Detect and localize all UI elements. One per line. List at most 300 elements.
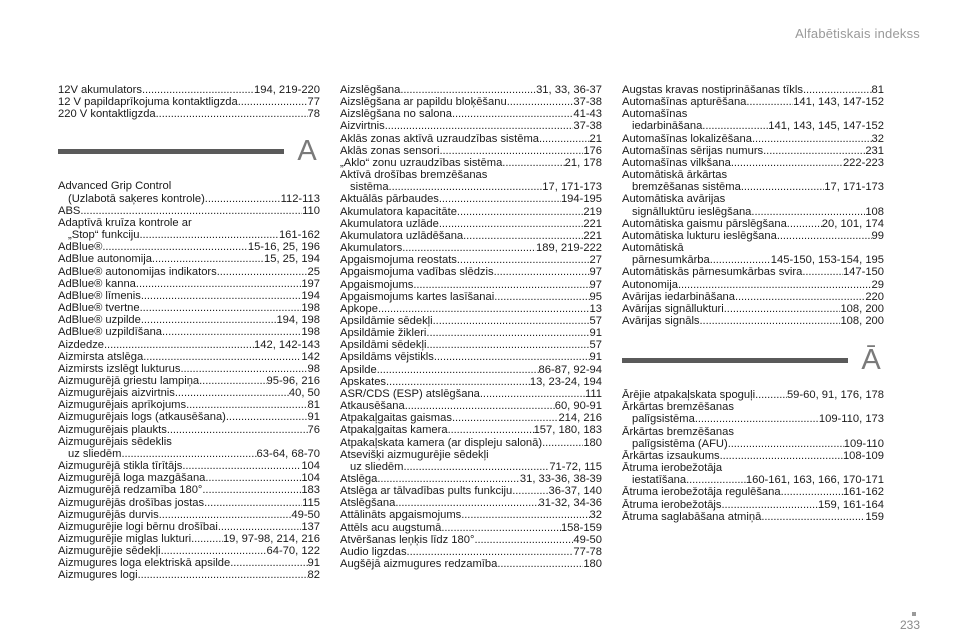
index-term: Atslēga ar tālvadības pults funkciju: [340, 485, 513, 498]
index-term: palīgsistēma (AFU): [632, 437, 728, 450]
dot-leader: [182, 460, 301, 472]
index-page-ref: 161-162: [278, 229, 320, 242]
index-term: Ārējie atpakaļskata spoguļi: [622, 389, 756, 402]
dot-leader: [474, 534, 573, 546]
index-term: AdBlue® līmenis: [58, 289, 141, 302]
index-term: Ātruma ierobežotāja regulēšana: [622, 486, 781, 499]
dot-leader: [385, 120, 574, 132]
index-term: iedarbināšana: [632, 120, 703, 133]
index-entry: [58, 448, 320, 460]
index-term: Automātiskā: [622, 242, 684, 255]
index-entry: [622, 206, 884, 218]
index-term: (Uzlabotā saķeres kontrole): [68, 192, 205, 205]
dot-leader: [395, 497, 538, 509]
index-term: AdBlue® uzpilde: [58, 314, 141, 327]
index-page-ref: 180: [583, 436, 602, 449]
dot-leader: [539, 133, 590, 145]
index-term: Atsevišķi aizmugurējie sēdekļi: [340, 448, 489, 461]
index-page-ref: 176: [583, 144, 602, 157]
index-term: Atslēgšana: [340, 497, 396, 510]
index-page-ref: 29: [871, 278, 884, 291]
index-term: Apgaismojuma reostats: [340, 254, 457, 267]
index-page-ref: 104: [301, 460, 320, 473]
dot-leader: [167, 424, 308, 436]
dot-leader: [204, 497, 302, 509]
index-page-ref: 40, 50: [288, 387, 320, 400]
index-entry: [58, 557, 320, 569]
dot-leader: [751, 206, 865, 218]
index-page-ref: 82: [307, 569, 320, 582]
index-term: Aizmugures loga elektriskā apsilde: [58, 557, 231, 570]
dot-leader: [433, 315, 590, 327]
index-page-ref: 160-161, 163, 166, 170-171: [745, 474, 884, 487]
dot-leader: [180, 363, 307, 375]
index-term: Aizmugures logi: [58, 569, 138, 582]
index-page-ref: 194: [301, 289, 320, 302]
index-term: Aktuālās pārbaudes: [340, 193, 439, 206]
index-entry: [58, 375, 320, 387]
section-header-a-long: [622, 345, 884, 375]
index-page-ref: 145-150, 153-154, 195: [770, 254, 884, 267]
index-page-ref: 194-195: [560, 193, 602, 206]
index-term: Akumulatora uzlādēšana: [340, 229, 464, 242]
index-page-ref: 19, 97-98, 214, 216: [222, 533, 320, 545]
index-page-ref: 78: [307, 108, 320, 121]
index-entry: [58, 84, 320, 96]
index-term: Automašīnas: [622, 108, 688, 121]
index-entry: [622, 426, 884, 438]
index-entry: [622, 401, 884, 413]
index-page-ref: 97: [589, 266, 602, 279]
index-entry: [340, 145, 602, 157]
index-entry: [58, 205, 320, 217]
index-term: Ārkārtas izsaukums: [622, 449, 720, 462]
dot-leader: [191, 533, 223, 545]
dot-leader: [802, 266, 843, 278]
section-divider-bar: [622, 358, 848, 363]
index-page-ref: 32: [589, 509, 602, 522]
dot-leader: [763, 145, 865, 157]
index-entry: [58, 351, 320, 363]
index-term: 12 V papildaprīkojuma kontaktligzda: [58, 96, 238, 109]
index-page-ref: 194, 219-220: [254, 84, 320, 96]
index-term: Akumulatora kapacitāte: [340, 205, 457, 218]
index-term: „Aklo“ zonu uzraudzības sistēma: [340, 156, 503, 169]
index-term: Aizmugurējais aprīkojums: [58, 399, 187, 412]
page-number: 233: [899, 618, 920, 632]
index-page-ref: 161-162: [842, 486, 884, 499]
index-page-ref: 183: [301, 484, 320, 497]
index-term: ABS: [58, 204, 81, 217]
index-page-ref: 109-110, 173: [818, 413, 884, 426]
index-term: Aizvirtnis: [340, 120, 385, 133]
index-page-ref: 108, 200: [840, 302, 884, 315]
dot-leader: [777, 230, 872, 242]
section-divider-bar: [58, 149, 284, 154]
index-page-ref: 64-70, 122: [266, 545, 320, 558]
index-term: Aizmugurējā griestu lampiņa: [58, 374, 200, 387]
index-entry: [58, 193, 320, 205]
dot-leader: [457, 206, 583, 218]
index-entry: [58, 424, 320, 436]
index-page-ref: 13: [589, 302, 602, 315]
dot-leader: [162, 326, 301, 338]
index-term: Apgaismojums: [340, 278, 414, 291]
dot-leader: [781, 486, 843, 498]
dot-leader: [803, 84, 872, 96]
index-page-ref: 57: [589, 339, 602, 352]
index-entry: [58, 180, 320, 192]
index-page-ref: 20, 101, 174: [821, 217, 884, 230]
dot-leader: [507, 96, 574, 108]
index-term: AdBlue® autonomijas indikators: [58, 265, 217, 278]
index-term: Apsildāmi sēdekļi: [340, 339, 427, 352]
index-entry: [340, 279, 602, 291]
index-page-ref: 142: [301, 350, 320, 363]
index-page-ref: 108, 200: [840, 314, 884, 327]
index-term: bremzēšanas sistēma: [632, 181, 741, 194]
index-page-ref: 91: [589, 351, 602, 364]
index-term: Ātruma ierobežotāja: [622, 462, 723, 475]
index-entry: [340, 254, 602, 266]
index-entry: [340, 437, 602, 449]
dot-leader: [439, 193, 561, 205]
index-term: Automašīnas lokalizēšana: [622, 132, 752, 145]
dot-leader: [724, 303, 841, 315]
index-term: Attēls acu augstumā: [340, 521, 442, 534]
index-entry: [340, 242, 602, 254]
index-entry: [622, 181, 884, 193]
index-page-ref: 71-72, 115: [549, 460, 602, 473]
index-term: uz sliedēm: [68, 447, 122, 460]
index-column-3: [622, 84, 884, 523]
index-term: Apsildāmie žikleri: [340, 327, 427, 340]
index-entry: [340, 522, 602, 534]
dot-leader: [702, 120, 768, 132]
dot-leader: [542, 437, 583, 449]
dot-leader: [175, 387, 289, 399]
index-entry: [340, 291, 602, 303]
index-entry: [340, 181, 602, 193]
index-term: Ātruma ierobežotājs: [622, 498, 722, 511]
dot-leader: [441, 522, 561, 534]
index-term: 12V akumulators: [58, 84, 142, 96]
index-term: AdBlue®: [58, 241, 103, 254]
index-page-ref: 95-96, 216: [266, 374, 320, 387]
dot-leader: [159, 509, 292, 521]
index-page-ref: 95: [589, 290, 602, 303]
dot-leader: [452, 412, 559, 424]
index-entry: [58, 314, 320, 326]
dot-leader: [710, 254, 771, 266]
index-entry: [622, 474, 884, 486]
index-entry: [622, 133, 884, 145]
index-term: Audio ligzdas: [340, 545, 407, 558]
index-term: ASR/CDS (ESP) atslēgšana: [340, 387, 480, 400]
index-term: Automašīnas sērijas numurs: [622, 144, 764, 157]
index-page-ref: 221: [583, 229, 602, 242]
section-header-a: [58, 136, 320, 166]
dot-leader: [238, 96, 308, 108]
index-page-ref: 76: [307, 423, 320, 436]
index-page-ref: 15, 25, 194: [264, 253, 320, 266]
dot-leader: [494, 291, 589, 303]
index-term: iestatīšana: [632, 474, 687, 487]
dot-leader: [426, 339, 589, 351]
index-entry: [340, 157, 602, 169]
index-page-ref: 21: [589, 132, 602, 145]
dot-leader: [722, 499, 819, 511]
dot-leader: [463, 230, 583, 242]
index-page-ref: 110: [302, 204, 320, 217]
index-entry: [340, 534, 602, 546]
index-page-ref: 141, 143, 145, 147-152: [768, 120, 884, 133]
index-page-ref: 220: [865, 290, 884, 303]
dot-leader: [434, 351, 590, 363]
index-term: Avārijas signāls: [622, 314, 700, 327]
index-term: Aizslēgšana ar papildu bloķēšanu: [340, 96, 507, 109]
index-term: Avārijas iedarbināšana: [622, 290, 735, 303]
index-entry: [622, 96, 884, 108]
index-page-ref: 25: [307, 265, 320, 278]
index-term: AdBlue® kanna: [58, 277, 136, 290]
index-page-ref: 194, 198: [276, 314, 320, 327]
index-entry: [58, 521, 320, 533]
dot-leader: [142, 84, 254, 96]
index-entry: [340, 193, 602, 205]
index-term: Aizslēgšana no salona: [340, 108, 452, 121]
index-entry: [622, 242, 884, 254]
index-term: „Stop“ funkciju: [68, 229, 140, 242]
index-entry: [340, 315, 602, 327]
index-term: Apkope: [340, 302, 378, 315]
index-entry: [340, 133, 602, 145]
index-term: Aizmirsts izslēgt lukturus: [58, 362, 181, 375]
index-page-ref: 32: [871, 132, 884, 145]
index-term: Automātiskās pārnesumkārbas svira: [622, 266, 803, 279]
index-term: Advanced Grip Control: [58, 180, 172, 193]
index-entry: [58, 545, 320, 557]
index-entry: [58, 108, 320, 120]
index-page-ref: 91: [307, 411, 320, 424]
index-page-ref: 77: [307, 96, 320, 109]
index-entry: [58, 387, 320, 399]
index-term: Atpakaļskata kamera (ar displeju salonā): [340, 436, 543, 449]
index-entry: [622, 120, 884, 132]
index-term: AdBlue autonomija: [58, 253, 152, 266]
index-entry: [58, 411, 320, 423]
index-entry: [340, 327, 602, 339]
index-term: Aizmirsta atslēga: [58, 350, 144, 363]
index-page-ref: 109-110: [843, 437, 884, 450]
index-group-a-long: [622, 389, 884, 523]
index-page-ref: 189, 219-222: [536, 242, 602, 255]
index-page-ref: 99: [871, 229, 884, 242]
index-page-ref: 57: [589, 314, 602, 327]
dot-leader: [403, 461, 549, 473]
index-page-ref: 49-50: [291, 508, 320, 521]
index-entry: [58, 229, 320, 241]
index-term: Aizmugurējās durvis: [58, 508, 159, 521]
index-term: Atpakaļgaitas gaismas: [340, 412, 452, 425]
dot-leader: [141, 290, 301, 302]
index-entry: [58, 363, 320, 375]
index-term: signālluktūru ieslēgšana: [632, 205, 752, 218]
dot-leader: [226, 411, 308, 423]
index-term: Aizslēgšana: [340, 84, 401, 96]
dot-leader: [746, 96, 793, 108]
index-entry: [622, 230, 884, 242]
index-term: Adaptīvā kruīza kontrole ar: [58, 216, 192, 229]
page-header-title: Alfabētiskais indekss: [795, 26, 920, 41]
dot-leader: [121, 448, 256, 460]
dot-leader: [755, 389, 787, 401]
index-page-ref: 222-223: [842, 156, 884, 169]
dot-leader: [494, 266, 590, 278]
index-entry: [340, 364, 602, 376]
index-entry: [622, 511, 884, 523]
index-entry: [58, 290, 320, 302]
index-entry: [340, 169, 602, 181]
index-entry: [340, 473, 602, 485]
index-term: Atvēršanas leņķis līdz 180°: [340, 533, 475, 546]
index-term: Aizmugurējais plaukts: [58, 423, 167, 436]
index-entry: [58, 253, 320, 265]
index-page-ref: 37-38: [573, 120, 602, 133]
index-page-ref: 37-38: [573, 96, 602, 109]
index-entry: [58, 278, 320, 290]
dot-leader: [731, 157, 843, 169]
index-term: Aktīvā drošības bremzēšanas: [340, 169, 488, 182]
index-entry: [340, 120, 602, 132]
index-page-ref: 159: [865, 510, 884, 523]
dot-leader: [400, 84, 536, 96]
index-page-ref: 221: [583, 217, 602, 230]
index-term: Apgaismojums kartes lasīšanai: [340, 290, 495, 303]
index-page-ref: 91: [589, 327, 602, 340]
index-page-ref: 112-113: [280, 192, 320, 205]
dot-leader: [141, 314, 277, 326]
index-entry: [622, 279, 884, 291]
index-entry: [622, 157, 884, 169]
index-entry: [622, 462, 884, 474]
dot-leader: [728, 438, 844, 450]
index-term: Automašīnas vilkšana: [622, 156, 731, 169]
index-entry: [58, 266, 320, 278]
dot-leader: [217, 266, 308, 278]
index-term: Aklās zonas aktīvā uzraudzības sistēma: [340, 132, 539, 145]
index-page-ref: 91: [307, 557, 320, 570]
index-term: Aklās zonas sensori: [340, 144, 440, 157]
index-page-ref: 115: [302, 496, 320, 509]
dot-leader: [205, 193, 281, 205]
index-term: Aizmugurējā redzamība 180°: [58, 484, 203, 497]
index-page-ref: 198: [301, 302, 320, 315]
index-term: Automātiska avārijas: [622, 193, 726, 206]
index-term: Automašīnas apturēšana: [622, 96, 747, 109]
index-entry: [340, 546, 602, 558]
index-page-ref: 111: [584, 387, 602, 400]
dot-leader: [156, 108, 308, 120]
index-entry: [622, 291, 884, 303]
dot-leader: [230, 557, 307, 569]
index-page-ref: 31-32, 34-36: [538, 497, 602, 510]
index-page-ref: 63-64, 68-70: [256, 447, 320, 460]
dot-leader: [480, 388, 585, 400]
dot-leader: [104, 339, 254, 351]
index-page-ref: 157, 180, 183: [533, 424, 602, 437]
dot-leader: [497, 558, 583, 570]
index-entry: [58, 497, 320, 509]
index-term: Aizmugurējā stikla tīrītājs: [58, 460, 183, 473]
index-entry: [58, 326, 320, 338]
index-page-ref: 159, 161-164: [818, 498, 884, 511]
index-entry: [340, 230, 602, 242]
dot-leader: [752, 133, 872, 145]
index-term: Attālināts apgaismojums: [340, 509, 462, 522]
index-entry: [340, 400, 602, 412]
index-term: Akumulatora uzlāde: [340, 217, 439, 230]
dot-leader: [377, 364, 539, 376]
index-entry: [622, 266, 884, 278]
index-entry: [340, 388, 602, 400]
index-entry: [58, 460, 320, 472]
dot-leader: [502, 157, 564, 169]
dot-leader: [377, 473, 520, 485]
dot-leader: [138, 569, 308, 581]
index-entry: [340, 461, 602, 473]
index-entry: [622, 145, 884, 157]
index-page-ref: 81: [307, 399, 320, 412]
index-term: Aizmugurējais aizvirtnis: [58, 387, 175, 400]
index-entry: [58, 339, 320, 351]
index-term: Aizmugurējais logs (atkausēšana): [58, 411, 226, 424]
page-marker-dot: [912, 612, 916, 616]
index-term: Automātiska lukturu ieslēgšana: [622, 229, 777, 242]
index-page-ref: 27: [589, 254, 602, 267]
index-term: uz sliedēm: [350, 460, 404, 473]
dot-leader: [700, 315, 841, 327]
index-term: Augstas kravas nostiprināšanas tīkls: [622, 84, 803, 96]
index-term: Aizmugurējie sēdekļi: [58, 545, 161, 558]
index-page-ref: 36-37, 140: [548, 485, 602, 498]
dot-leader: [143, 351, 301, 363]
dot-leader: [461, 509, 589, 521]
index-entry: [622, 389, 884, 401]
index-term: Aizmugurējais sēdeklis: [58, 435, 172, 448]
index-entry: [340, 84, 602, 96]
index-entry: [58, 217, 320, 229]
dot-leader: [720, 450, 843, 462]
index-entry: [340, 412, 602, 424]
dot-leader: [440, 145, 584, 157]
index-term: Aizmugurējie logi bērnu drošībai: [58, 520, 218, 533]
dot-leader: [761, 511, 865, 523]
section-letter-a: A: [297, 135, 317, 168]
index-group-a-continued: [340, 84, 602, 570]
index-page-ref: 59-60, 91, 176, 178: [786, 389, 884, 402]
index-term: Avārijas signāllukturi: [622, 302, 724, 315]
index-entry: [340, 96, 602, 108]
index-page-ref: 219: [583, 205, 602, 218]
dot-leader: [199, 375, 266, 387]
index-term: Ārkārtas bremzēšanas: [622, 401, 734, 414]
index-term: Aizmugurējā loga mazgāšana: [58, 472, 206, 485]
index-entry: [622, 218, 884, 230]
index-group-a: [58, 180, 320, 581]
index-term: Akumulators: [340, 242, 403, 255]
dot-leader: [695, 413, 819, 425]
